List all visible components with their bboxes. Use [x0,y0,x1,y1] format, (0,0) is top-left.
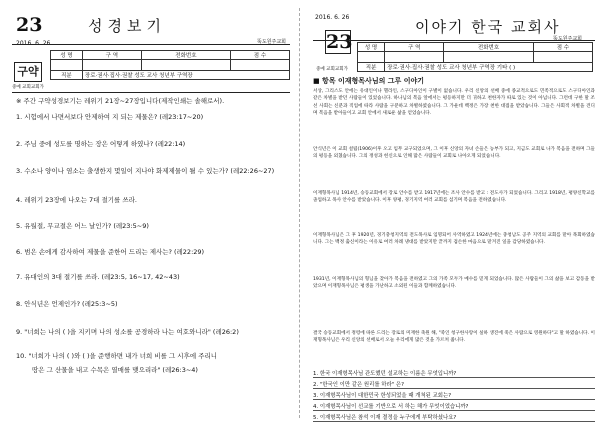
question-text: 수소나 양이나 염소는 출생한지 몇일이 지나야 화제제물이 될 수 있는가? [22,167,229,175]
score-header: 점 수 [533,43,592,52]
score-field[interactable] [230,60,289,71]
issue-date: 2016. 6. 26 [315,14,350,21]
question-number: 9. [16,328,23,336]
question-item [16,167,274,175]
district-header: 구 역 [82,51,141,60]
page-divider [299,8,300,418]
question-number: 1. [16,113,23,121]
question-text: 시험에서 나면서보다 안제하여 지 되는 제물은? [22,113,158,121]
question-item [16,352,219,360]
question-text: 유대인의 3대 절기를 쓰라. [22,273,100,281]
question-text: "너희는 나의 ( )을 지키며 나의 성소를 공경하라 나는 여호와니라" [22,328,211,336]
answer-line[interactable] [313,388,595,389]
question-number: 8. [16,300,23,308]
role-options: 장로·권사·집사·권찰 성도 교사 청년부 구역장 기타 ( ) [385,63,593,72]
question-item [16,248,204,256]
question-number: 2. [16,140,23,148]
role-label: 직분 [51,71,83,80]
instruction: ※ 주간 구약성경보기는 레위기 21장~27장입니다(제작인쇄는 솔해로서). [16,97,225,105]
name-field[interactable] [358,52,385,63]
article-paragraph: 1931년, 이재형목사님의 형님을 찾아가 복음을 전하였고 그의 가족 모두가 예수를 믿게 되었습니다. 많은 사람들이 그의 삶을 보고 감동을 받았으며 이재형목사님은 평생을 가난하고 소외된 이들과 함께하였습니다. [313,277,595,290]
question-item: 3. 이재형목사님이 대한민국 한성되었을 때 개척된 교회는? [313,393,452,399]
header-rule [313,40,595,41]
district-header: 구 역 [385,43,444,52]
article-paragraph: 이재형목사님 1914년, 승동교회에서 장로 안수를 받고 1917년에는 조사 안수를 받고 : 전도사가 되었습니다. 그리고 1918년, 평양신학교를 졸업하고 목사 안수를 받았습니다. 이후 양평, 경기지역 여러 교회를 섬기며 복음을 전하였습니다. [313,191,595,204]
info-table [357,42,593,72]
score-header: 점 수 [230,51,289,60]
table-rule [12,92,290,93]
section-subtitle: 중예 교회교회가 [316,67,348,72]
answer-line[interactable] [313,421,595,422]
question-text: 땅은 그 산물을 내고 수목은 열매를 맺으리라" [32,366,161,374]
church-history-page [303,0,598,424]
question-reference: (레23:17~20) [159,113,204,121]
question-reference: (레23:5, 16~17, 42~43) [101,273,180,281]
name-header: 성 명 [358,43,385,52]
question-reference: (레22:14) [155,140,186,148]
question-reference: (레22:26~27) [230,167,275,175]
question-number: 10. [16,352,27,360]
answer-line[interactable] [313,410,595,411]
question-text: "너희가 나의 ( )와 ( )을 준행하면 내가 너희 비를 그 시후에 주리니 [26,352,218,360]
question-item: 1. 한국 이재형목사님 관도했던 설교하는 이름은 무엇입니까? [313,371,457,377]
article-paragraph: 안식년은 이 교회 설립(1906)이후 오고 임무 교구되었으며, 그 이후 신앙의 자녀 손들은 농부가 되고, 지금도 교회로 나가 복음을 전하며 그들의 평등을 외쳤습니다. 그의 정성과 헌신으로 인해 많은 사람들이 교회로 나아오게 되었습니다. [313,147,595,160]
header-rule [12,44,290,45]
issue-date: 2016. 6. 26 [16,40,51,47]
question-text: 안식년은 언제인가? [22,300,81,308]
question-text: 레위기 23장에 나오는 7대 절기를 쓰라. [22,196,137,204]
name-field[interactable] [51,60,83,71]
issue-number: 23 [16,14,43,36]
article-paragraph: 이재형목사님은 그 후 1920년, 경기충청지역의 전도목사로 임명되어 사역하였고 1924년에는 충청남도 공주 지역의 교회를 맡아 목회하였습니다. 그는 백정 출신이라는 이유로 여러 차례 냉대를 받았지만 끝까지 겸손한 마음으로 맡겨진 일을 감당하였습니다. [313,233,595,246]
page-title: 성경보기 [88,17,166,35]
info-table [50,50,290,80]
question-item [16,113,203,121]
church-name: 뚝도원주교회 [257,39,286,45]
question-item [16,222,149,230]
name-header: 성 명 [51,51,83,60]
question-number: 7. [16,273,23,281]
answer-line[interactable] [313,399,595,400]
question-number: 6. [16,248,23,256]
phone-header: 전화번호 [444,43,533,52]
score-field[interactable] [533,52,592,63]
question-text: 주님 중에 성도를 명하는 장은 어떻게 하였나? [22,140,154,148]
phone-header: 전화번호 [141,51,230,60]
district-field[interactable] [82,60,141,71]
question-item: 5. 이재형목사님은 참석 이재 결정을 누구에게 부탁하셨나요? [313,415,457,421]
question-item: 2. "한국인 이만 같은 원리를 하라" 은? [313,382,404,388]
answer-line[interactable] [313,377,595,378]
phone-field[interactable] [444,52,533,63]
question-item: 4. 이재형목사님이 선교를 기반으로 서 하는 해가 무엇이었습니까? [313,404,469,410]
question-item [16,328,239,336]
question-text: 유월절, 무교절은 어느 날인가? [22,222,112,230]
question-text: 범은 손에게 감사하여 제물을 준한어 드리는 제사는? [22,248,172,256]
article-paragraph: 결국 승동교회에서 정령에 따른 드리는 장로의 미재한 축원 해, "죽인 청구한사랑이 실하 생진에 죽은 사람으로 영원하다"고 말 하였습니다. 이재형목사님은 우리 신앙의 선배로서 오늘 우리에게 많은 것을 가르쳐 줍니다. [313,331,595,344]
phone-field[interactable] [141,60,230,71]
question-number: 5. [16,222,23,230]
section-badge: 구약 [14,62,42,82]
question-reference: (레23:5~9) [113,222,149,230]
question-reference: (레26:2) [212,328,239,336]
church-name: 뚝도원주교회 [553,36,582,42]
question-item [16,300,118,308]
question-reference: (레26:3~4) [162,366,198,374]
question-item [16,140,185,148]
role-options: 장로·권사·집사·권찰 성도 교사 청년부 구역장 [82,71,289,80]
section-subtitle: 중예 교회교회가 [12,85,44,90]
question-reference: (레25:3~5) [82,300,118,308]
role-label: 직분 [358,63,385,72]
article-heading: ■ 항목 이재형목사님의 그루 이야기 [313,77,425,85]
question-item [16,273,180,281]
question-reference: (레22:29) [173,248,205,256]
bible-quiz-page [2,0,292,424]
page-title: 이야기 한국 교회사 [415,18,561,36]
question-item [32,366,198,374]
question-number: 3. [16,167,23,175]
district-field[interactable] [385,52,444,63]
issue-number: 23 [326,31,353,53]
article-paragraph: 서상, 그리스도 안에는 유대인이나 헬라인, 스구디아인이 구별이 없습니다. 우리 신앙의 선배 중에 종교적으로도 민족적으로도 스구디아인과 같은 차별을 받던 사람들이 있었습니다. 하나님의 복음 앞에서는 평등하지만 더 귀하고 천한자가 따로 있는 것이 아닙니다. 그런데 구한 말 조선 사회는 신분과 직업에 따라 사람을 구분하고 차별하였습니다. 그 가운데 백정은 가장 천한 대접을 받았습니다. 그들은 사회적 차별을 견디며 복음을 받아들이고 교회 안에서 새로운 삶을 얻었습니다. [313,89,595,116]
question-number: 4. [16,196,23,204]
question-item [16,196,139,204]
